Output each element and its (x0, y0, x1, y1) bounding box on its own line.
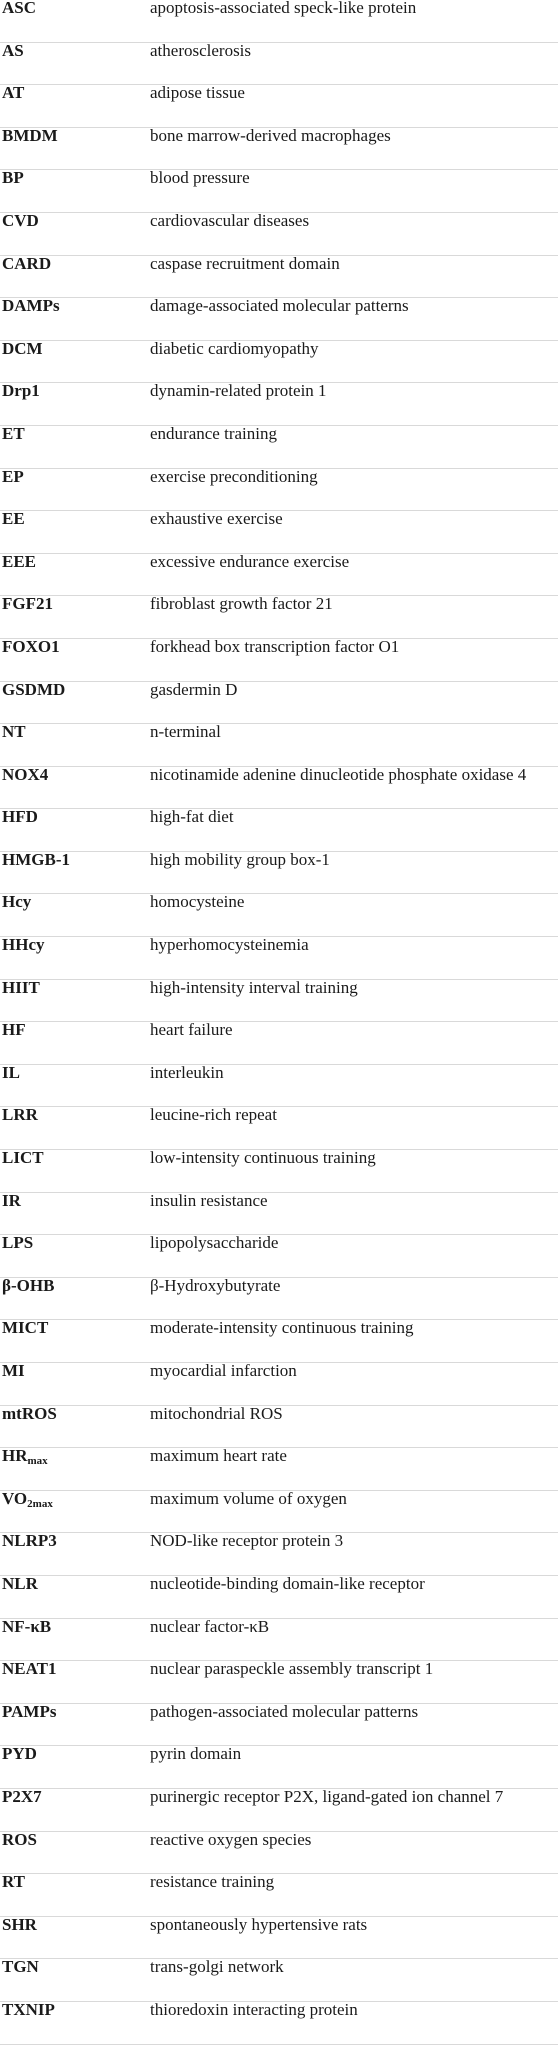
abbreviation-term (2, 765, 48, 785)
abbreviation-term-text: IL (2, 1062, 20, 1082)
abbreviation-row (0, 1107, 558, 1150)
abbreviation-term (2, 1531, 57, 1551)
abbreviation-row (0, 849, 558, 895)
row-divider (0, 2044, 558, 2045)
abbreviation-term-text: CARD (2, 253, 52, 273)
abbreviation-definition: damage-associated molecular patterns (150, 296, 409, 316)
abbreviation-row (0, 1320, 558, 1363)
abbreviation-term-text: PYD (2, 1744, 37, 1764)
abbreviation-definition: forkhead box transcription factor O1 (150, 636, 400, 656)
abbreviation-term (2, 1957, 39, 1977)
abbreviation-row (0, 125, 558, 171)
abbreviation-definition: insulin resistance (150, 1190, 268, 1210)
abbreviation-term (2, 1020, 26, 1040)
abbreviation-term-text: TGN (2, 1957, 39, 1977)
abbreviation-term (2, 126, 58, 146)
abbreviation-row (0, 338, 558, 384)
abbreviation-definition: adipose tissue (150, 83, 245, 103)
abbreviation-term-text: CVD (2, 210, 39, 230)
abbreviation-term-text: VO (2, 1488, 28, 1508)
abbreviation-definition: apoptosis-associated speck-like protein (150, 0, 417, 17)
abbreviation-term (2, 1830, 37, 1850)
abbreviation-row (0, 1488, 558, 1534)
abbreviation-term (2, 254, 51, 274)
abbreviation-term-text: mtROS (2, 1403, 57, 1423)
abbreviation-term-subscript: max (27, 1455, 48, 1468)
abbreviation-term (2, 0, 36, 18)
abbreviation-term (2, 211, 39, 231)
abbreviation-definition: resistance training (150, 1872, 275, 1892)
abbreviation-row (0, 40, 558, 86)
abbreviation-row (0, 511, 558, 554)
abbreviation-definition: thioredoxin interacting protein (150, 1999, 358, 2019)
abbreviation-term-text: Hcy (2, 892, 32, 912)
abbreviation-term (2, 1915, 37, 1935)
abbreviation-definition: reactive oxygen species (150, 1829, 312, 1849)
abbreviation-row (0, 937, 558, 980)
abbreviation-term (2, 1404, 57, 1424)
abbreviation-term-text: SHR (2, 1914, 37, 1934)
abbreviation-term-text: EE (2, 509, 25, 529)
abbreviation-term (2, 850, 70, 870)
abbreviation-term (2, 41, 24, 61)
abbreviation-term (2, 168, 24, 188)
abbreviation-definition: blood pressure (150, 168, 250, 188)
abbreviation-definition: NOD-like receptor protein 3 (150, 1531, 344, 1551)
abbreviation-term-text: LPS (2, 1233, 34, 1253)
abbreviation-term-text: NLR (2, 1573, 38, 1593)
abbreviation-term (2, 381, 40, 401)
abbreviation-term-text: MICT (2, 1318, 49, 1338)
abbreviation-definition: high-intensity interval training (150, 977, 358, 997)
abbreviation-definition: spontaneously hypertensive rats (150, 1914, 368, 1934)
abbreviation-term (2, 1361, 25, 1381)
abbreviation-row (0, 1999, 558, 2045)
abbreviation-definition: caspase recruitment domain (150, 253, 340, 273)
abbreviation-definition: purinergic receptor P2X, ligand-gated ion channel 7 (150, 1786, 504, 1806)
abbreviation-term-text: BP (2, 168, 24, 188)
abbreviation-term (2, 637, 60, 657)
abbreviation-term (2, 424, 25, 444)
abbreviation-definition: lipopolysaccharide (150, 1233, 279, 1253)
abbreviation-row (0, 1701, 558, 1747)
abbreviation-term-text: HFD (2, 807, 38, 827)
abbreviation-term-text: LICT (2, 1148, 44, 1168)
abbreviation-row (0, 1616, 558, 1662)
abbreviation-term-text: β-OHB (2, 1275, 55, 1295)
abbreviation-term-text: HIIT (2, 977, 40, 997)
abbreviation-term-text: NLRP3 (2, 1531, 57, 1551)
abbreviation-row (0, 1363, 558, 1406)
abbreviation-row (0, 1573, 558, 1619)
abbreviation-term-text: BMDM (2, 125, 58, 145)
abbreviation-definition: exercise preconditioning (150, 466, 318, 486)
abbreviation-definition: hyperhomocysteinemia (150, 935, 309, 955)
abbreviation-row (0, 1533, 558, 1576)
abbreviation-row (0, 383, 558, 426)
abbreviation-term-text: DCM (2, 338, 43, 358)
abbreviation-row (0, 809, 558, 852)
abbreviation-term (2, 1489, 53, 1509)
abbreviation-row (0, 1829, 558, 1875)
abbreviation-term-text: ET (2, 423, 25, 443)
abbreviation-definition: interleukin (150, 1062, 224, 1082)
abbreviation-row (0, 170, 558, 213)
abbreviation-term (2, 1617, 51, 1637)
abbreviation-term (2, 1659, 56, 1679)
abbreviation-definition: excessive endurance exercise (150, 551, 350, 571)
abbreviation-term (2, 680, 65, 700)
abbreviation-row (0, 596, 558, 639)
abbreviation-definition: atherosclerosis (150, 40, 252, 60)
abbreviation-definition: pathogen-associated molecular patterns (150, 1701, 419, 1721)
abbreviation-row (0, 466, 558, 512)
abbreviation-definition: endurance training (150, 423, 277, 443)
abbreviation-term-text: ROS (2, 1829, 37, 1849)
abbreviation-term-text: HHcy (2, 935, 45, 955)
abbreviation-term (2, 1872, 25, 1892)
abbreviation-definition: nicotinamide adenine dinucleotide phosphate oxidase 4 (150, 764, 527, 784)
abbreviation-term (2, 1233, 33, 1253)
abbreviation-row (0, 1874, 558, 1917)
abbreviation-row (0, 679, 558, 725)
abbreviation-term (2, 892, 31, 912)
abbreviation-term (2, 83, 24, 103)
abbreviation-term (2, 1276, 54, 1296)
abbreviation-row (0, 1062, 558, 1108)
abbreviation-term-text: RT (2, 1872, 26, 1892)
abbreviation-term (2, 1318, 48, 1338)
abbreviation-row (0, 894, 558, 937)
abbreviation-row (0, 977, 558, 1023)
abbreviation-term (2, 296, 60, 316)
abbreviation-term (2, 935, 45, 955)
abbreviation-definition: β-Hydroxybutyrate (150, 1275, 281, 1295)
abbreviation-term (2, 1446, 48, 1466)
abbreviation-row (0, 423, 558, 469)
abbreviation-row (0, 298, 558, 341)
abbreviation-term-text: AT (2, 83, 25, 103)
abbreviation-definition: myocardial infarction (150, 1361, 297, 1380)
abbreviation-term-text: FGF21 (2, 594, 53, 614)
abbreviation-definition: n-terminal (150, 722, 221, 742)
abbreviation-definition: nucleotide-binding domain-like receptor (150, 1573, 425, 1593)
abbreviation-definition: homocysteine (150, 892, 245, 912)
abbreviation-row (0, 1190, 558, 1236)
abbreviation-term (2, 1702, 56, 1722)
abbreviation-row (0, 1275, 558, 1321)
abbreviation-term-text: AS (2, 40, 24, 60)
abbreviation-term (2, 1148, 44, 1168)
abbreviation-term-text: HMGB-1 (2, 849, 70, 869)
abbreviation-definition: mitochondrial ROS (150, 1403, 283, 1423)
abbreviation-row (0, 0, 558, 43)
abbreviation-term-text: ASC (2, 0, 37, 17)
abbreviation-term-text: GSDMD (2, 679, 66, 699)
abbreviation-row (0, 1959, 558, 2002)
abbreviation-definition: maximum heart rate (150, 1446, 287, 1466)
abbreviation-row (0, 1022, 558, 1065)
abbreviation-term-text: HF (2, 1020, 26, 1040)
abbreviation-term (2, 594, 53, 614)
abbreviation-row (0, 1448, 558, 1491)
abbreviation-row (0, 1746, 558, 1789)
abbreviation-term-text: P2X7 (2, 1786, 42, 1806)
abbreviation-definition: pyrin domain (150, 1744, 242, 1764)
abbreviation-definition: nuclear factor-κB (150, 1616, 270, 1636)
abbreviation-row (0, 764, 558, 810)
abbreviation-term (2, 509, 25, 529)
abbreviation-definition: gasdermin D (150, 679, 238, 699)
abbreviation-term (2, 1105, 38, 1125)
abbreviation-row (0, 724, 558, 767)
abbreviation-row (0, 1150, 558, 1193)
abbreviation-term-text: FOXO1 (2, 636, 60, 656)
abbreviation-row (0, 253, 558, 299)
abbreviation-row (0, 551, 558, 597)
abbreviation-term-text: PAMPs (2, 1701, 57, 1721)
abbreviation-term-text: DAMPs (2, 296, 60, 316)
abbreviation-definition: high-fat diet (150, 807, 234, 827)
abbreviation-term-text: Drp1 (2, 381, 40, 401)
abbreviation-term-text: TXNIP (2, 1999, 55, 2019)
abbreviation-definition: heart failure (150, 1020, 233, 1040)
abbreviation-term (2, 722, 26, 742)
abbreviation-definition: leucine-rich repeat (150, 1105, 277, 1125)
abbreviation-row (0, 636, 558, 682)
abbreviation-term (2, 1574, 38, 1594)
abbreviation-definition: diabetic cardiomyopathy (150, 338, 319, 358)
abbreviation-term-subscript: 2max (27, 1497, 53, 1510)
abbreviation-term-text: NF-κB (2, 1616, 52, 1636)
abbreviation-term (2, 467, 24, 487)
abbreviation-row (0, 1661, 558, 1704)
abbreviation-definition: high mobility group box-1 (150, 849, 330, 869)
abbreviation-term (2, 339, 43, 359)
abbreviation-definition: cardiovascular diseases (150, 210, 310, 230)
abbreviation-term-text: NOX4 (2, 764, 49, 784)
abbreviation-row (0, 1786, 558, 1832)
abbreviation-definition: low-intensity continuous training (150, 1148, 376, 1168)
abbreviation-term (2, 552, 36, 572)
abbreviation-term-text: LRR (2, 1105, 38, 1125)
abbreviation-definition: trans-golgi network (150, 1957, 284, 1977)
abbreviation-definition: bone marrow-derived macrophages (150, 125, 391, 145)
abbreviation-definition: moderate-intensity continuous training (150, 1318, 414, 1338)
abbreviation-row (0, 1235, 558, 1278)
abbreviation-term-text: EP (2, 466, 24, 486)
abbreviation-term-text: EEE (2, 551, 37, 571)
abbreviation-definition: maximum volume of oxygen (150, 1488, 347, 1508)
abbreviation-row (0, 1403, 558, 1449)
abbreviation-term-text: HR (2, 1446, 28, 1466)
abbreviation-term (2, 1063, 20, 1083)
abbreviation-term-text: IR (2, 1190, 21, 1210)
abbreviation-definition: exhaustive exercise (150, 509, 283, 529)
abbreviation-row (0, 210, 558, 256)
abbreviation-row (0, 1914, 558, 1960)
abbreviation-term (2, 807, 38, 827)
abbreviation-term (2, 1191, 21, 1211)
abbreviation-definition: nuclear paraspeckle assembly transcript 1 (150, 1659, 434, 1679)
abbreviation-definition: fibroblast growth factor 21 (150, 594, 333, 614)
abbreviation-term-text: NEAT1 (2, 1659, 57, 1679)
abbreviation-row (0, 85, 558, 128)
abbreviation-definition: dynamin-related protein 1 (150, 381, 327, 401)
abbreviation-term-text: MI (2, 1361, 25, 1380)
abbreviation-term-text: NT (2, 722, 26, 742)
abbreviation-term (2, 1744, 37, 1764)
abbreviation-term (2, 1787, 42, 1807)
abbreviation-term (2, 978, 40, 998)
abbreviation-term (2, 2000, 55, 2020)
